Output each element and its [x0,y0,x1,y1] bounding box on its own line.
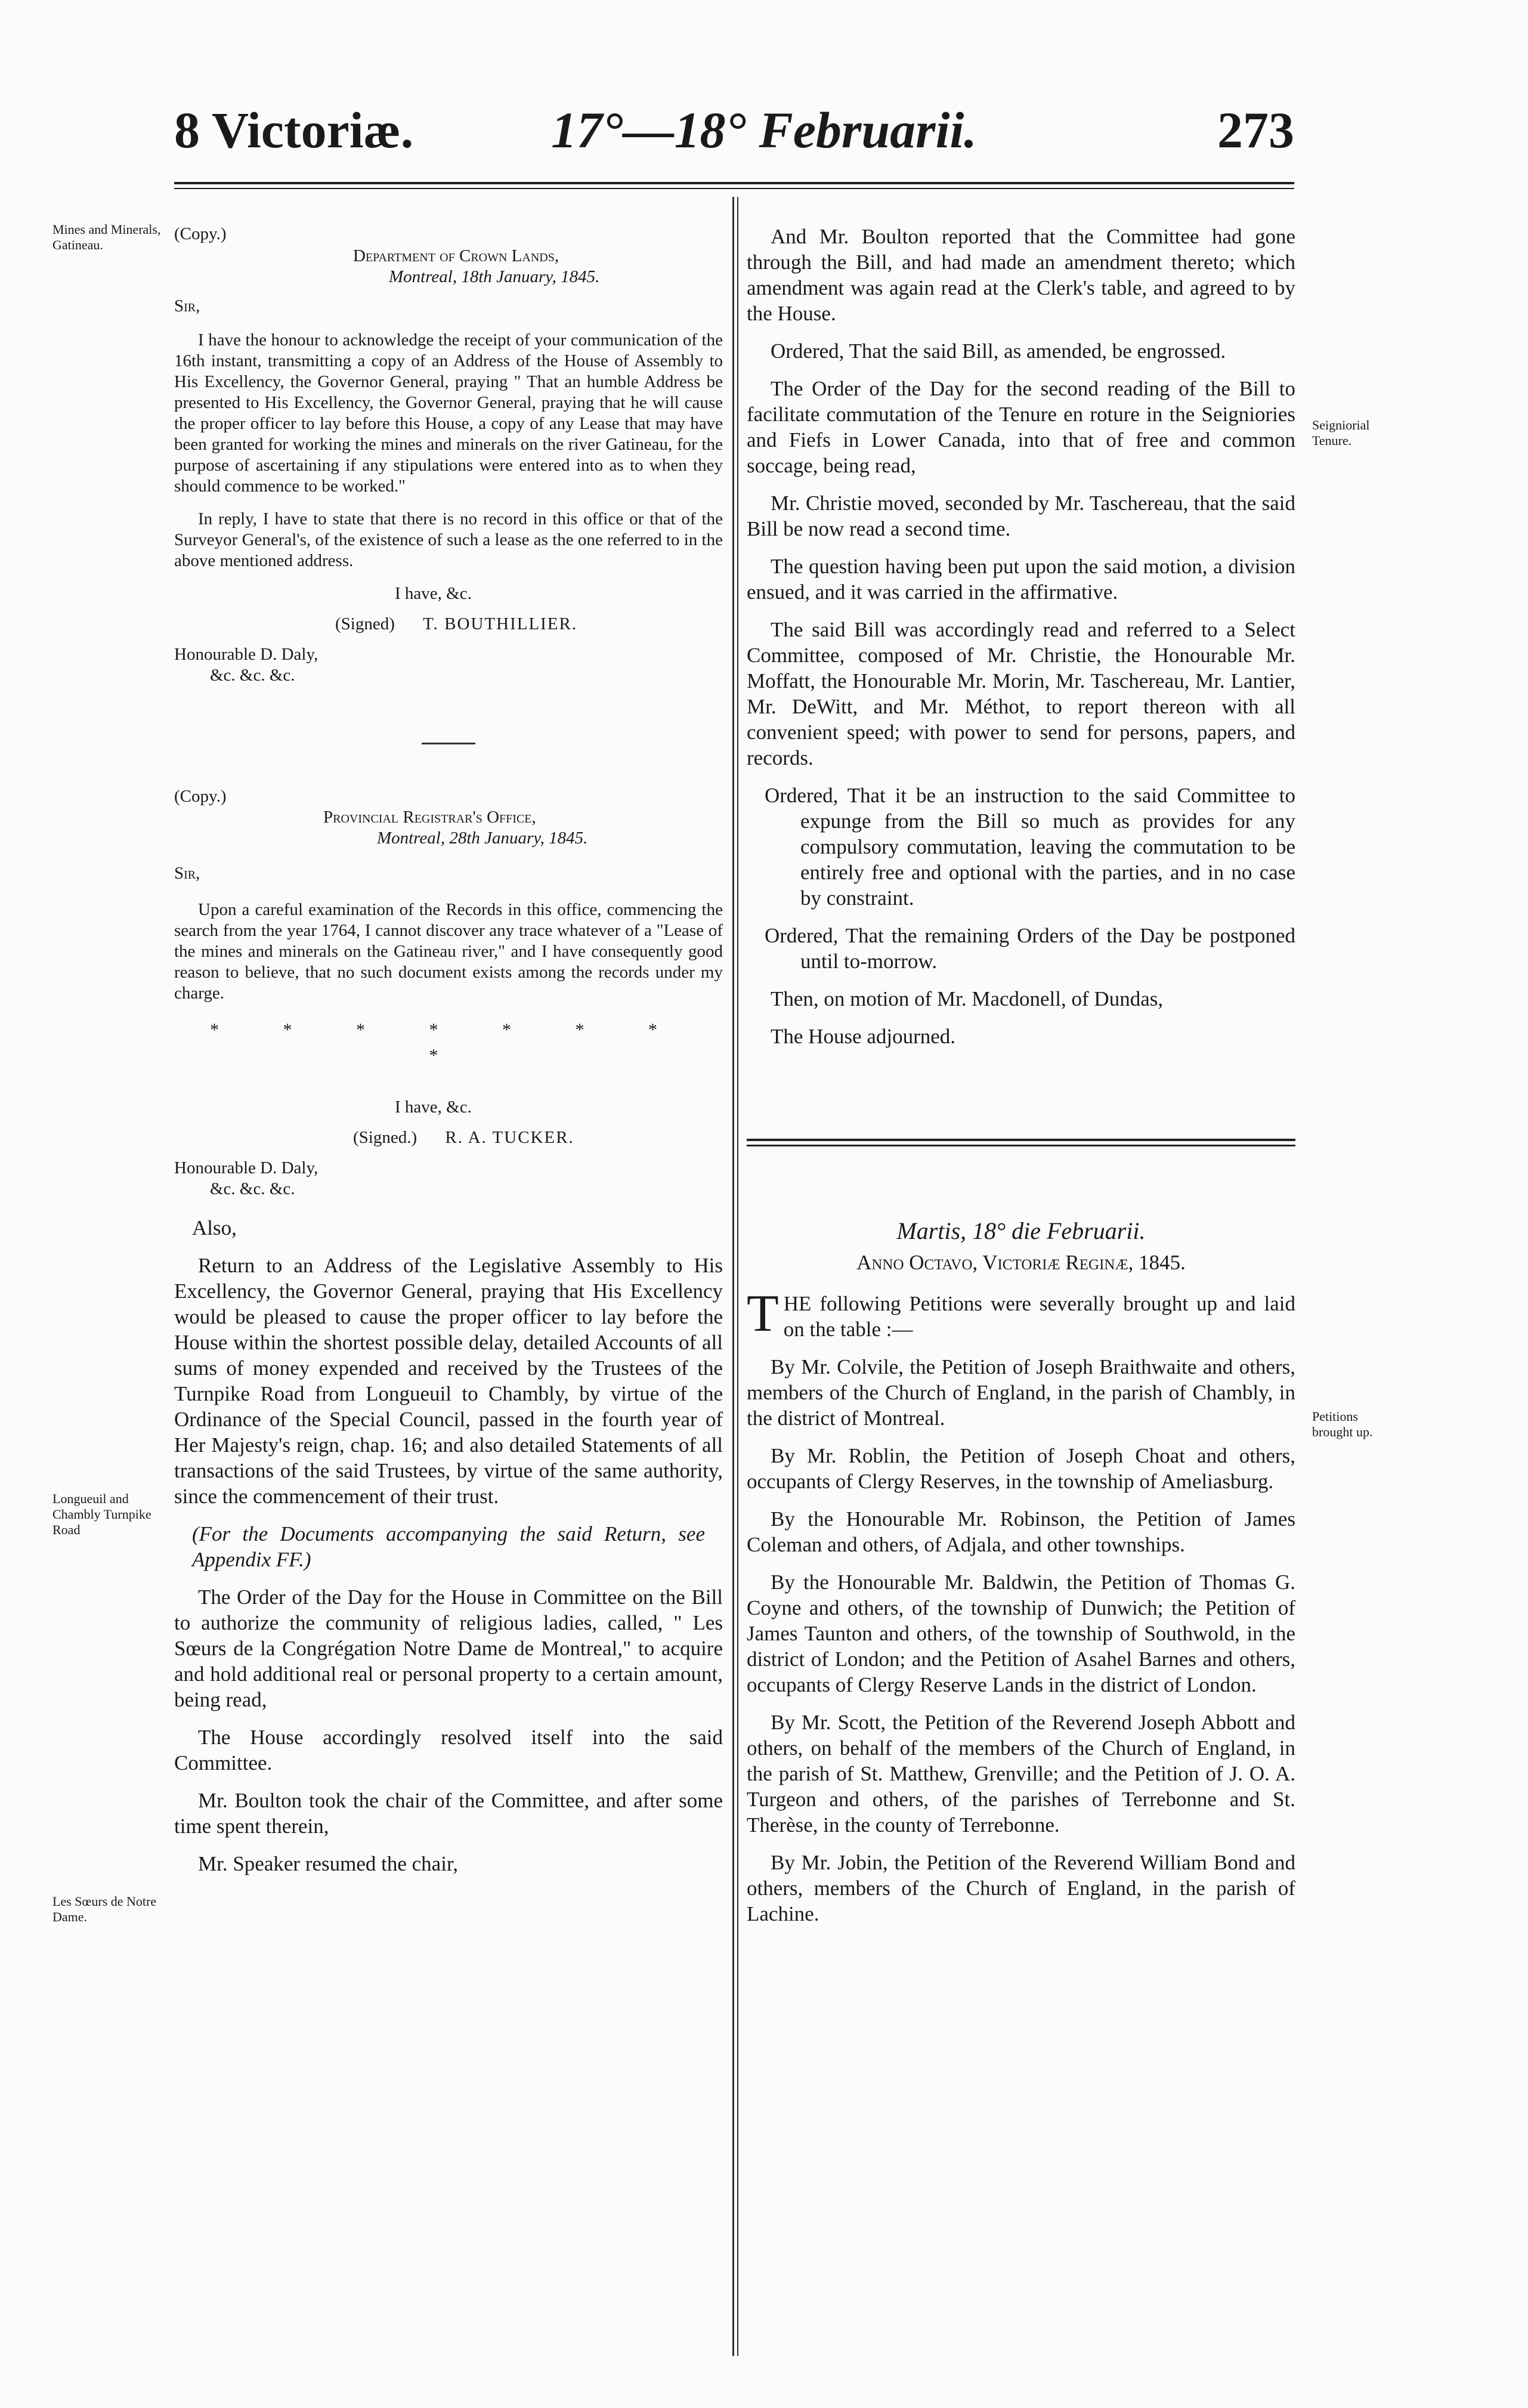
margin-note-seigniorial: Seigniorial Tenure. [1312,418,1370,448]
christie-motion: Mr. Christie moved, seconded by Mr. Taschereau, that the said Bill be now read a second time. [747,492,1295,540]
division-paragraph: The question having been put upon the said motion, a division ensued, and it was carried in the affirmative. [747,555,1295,604]
margin-note-longueuil: Longueuil and Chambly Turnpike Road [52,1491,151,1537]
speaker-paragraph: Mr. Speaker resumed the chair, [198,1852,458,1875]
column-divider-2 [737,197,738,2356]
left-column [174,224,723,1888]
order-paragraph: The Order of the Day for the House in Committee on the Bill to authorize the community of religious ladies, called, " Les Sœurs de la Congrégation Notre Dame de Montreal," to acquire and hold additional real or personal property to a certain amount, being read, [174,1585,723,1711]
petition-roblin: By Mr. Roblin, the Petition of Joseph Choat and others, occupants of Clergy Reserves, in the township of Ameliasburg. [747,1444,1295,1493]
petition-colvile: By Mr. Colvile, the Petition of Joseph Braithwaite and others, members of the Church of England, in the parish of Chambly, in the district of Montreal. [747,1355,1295,1430]
margin-note-soeurs: Les Sœurs de Notre Dame. [52,1894,157,1924]
header-rule-bottom [174,188,1294,189]
ordered-engrossed: Ordered, That the said Bill, as amended, be engrossed. [771,339,1226,363]
copy2-label: (Copy.) [174,787,227,806]
macdonell-motion: Then, on motion of Mr. Macdonell, of Dundas, [771,987,1164,1010]
section-double-rule [747,1139,1295,1146]
copy1-body-1: I have the honour to acknowledge the receipt of your communication of the 16th instant, transmitting a copy of an Address of the House of Assembly to His Excellency, the Governor General, praying " That an humble Address be presented to His Excellency, the Governor General, praying that he will cause the proper officer to lay before this House, a copy of any Lease that may have been granted for working the mines and minerals on the river Gatineau, for the purpose of ascertaining if any stipulations were entered into as to when they should commence to be worked." [174,330,723,496]
margin-note-mines: Mines and Minerals, Gatineau. [52,222,161,252]
boulton-paragraph: Mr. Boulton took the chair of the Committee, and after some time spent therein, [174,1789,723,1838]
copy1-etc: &c. &c. &c. [210,666,295,685]
house-adjourned: The House adjourned. [771,1025,956,1048]
resolved-paragraph: The House accordingly resolved itself into the said Committee. [174,1726,723,1775]
copy1-body-2: In reply, I have to state that there is no record in this office or that of the Surveyor General's, of the existence of such a lease as the one referred to in the above mentioned address. [174,509,723,570]
date-heading: Martis, 18° die Februarii. [896,1217,1146,1244]
header-dates: 17°—18° Februarii. [551,101,977,159]
copy1-place-date: Montreal, 18th January, 1845. [389,267,600,286]
column-divider [732,197,734,2356]
copy2-office: Provincial Registrar's Office, [323,808,536,827]
page-number: 273 [1217,101,1294,159]
copy1-addressee: Honourable D. Daly, [174,645,318,664]
report-paragraph: And Mr. Boulton reported that the Committee had gone through the Bill, and had made an amendment thereto; which amendment was again read at the Clerk's table, and agreed to by the House. [747,225,1295,325]
copy1-signed: (Signed) [335,614,395,633]
petition-jobin: By Mr. Jobin, the Petition of the Reverend William Bond and others, members of the Church of England, in the parish of Lachine. [747,1851,1295,1925]
right-column [747,224,1295,1939]
copy1-salutation: Sir, [174,296,200,316]
petitions-intro-text: HE following Petitions were severally brought up and laid on the table :— [783,1292,1295,1341]
return-paragraph: Return to an Address of the Legislative Assembly to His Excellency, the Governor General, praying that His Excellency would be pleased to cause the proper officer to lay before the House within the shortest possible delay, detailed Accounts of all sums of money expended and received by the Trustees of the Turnpike Road from Longueuil to Chambly, by virtue of the Ordinance of the Special Council, passed in the fourth year of Her Majesty's reign, chap. 16; and also detailed Statements of all transactions of the said Trustees, by virtue of the same authority, since the commencement of their trust. [174,1254,723,1508]
copy2-place-date: Montreal, 28th January, 1845. [377,829,588,848]
copy2-body-1: Upon a careful examination of the Records in this office, commencing the search from the year 1764, I cannot discover any trace whatever of a "Lease of the mines and minerals on the Gatineau river," and I have consequently good reason to believe, that no such document exists among the records under my charge. [174,900,723,1003]
copy2-closing: I have, &c. [395,1098,472,1117]
ordered-instruction: Ordered, That it be an instruction to the said Committee to expunge from the Bill so much as provides for any compulsory commutation, leaving the commutation to be entirely free and optional with the parties, and in no case by constraint. [765,784,1295,910]
also-text: Also, [192,1216,237,1239]
petition-robinson: By the Honourable Mr. Robinson, the Petition of James Coleman and others, of Adjala, and other townships. [747,1507,1295,1556]
copy2-signed: (Signed.) [353,1128,417,1147]
petition-scott: By Mr. Scott, the Petition of the Reverend Joseph Abbott and others, on behalf of the members of the Church of England, in the parish of St. Matthew, Grenville; and the Petition of J. O. A. Turgeon and others, of the parishes of Terrebonne and St. Therèse, in the county of Terrebonne. [747,1711,1295,1837]
petitions-intro [747,1291,1295,1342]
copy2-signer: R. A. TUCKER. [445,1128,574,1147]
copy2-salutation: Sir, [174,864,200,883]
margin-note-petitions: Petitions brought up. [1312,1409,1373,1439]
petition-baldwin: By the Honourable Mr. Baldwin, the Petition of Thomas G. Coyne and others, of the township of Dunwich; the Petition of James Taunton and others, of the township of Southwold, in the district of London; and the Petition of Asahel Barnes and others, occupants of Clergy Reserve Lands in the district of London. [747,1571,1295,1696]
anno-heading: Anno Octavo, Victoriæ Reginæ, 1845. [856,1251,1186,1274]
separator-rule [422,743,475,744]
select-committee: The said Bill was accordingly read and referred to a Select Committee, composed of Mr. Christie, the Honourable Mr. Moffatt, the Honourable Mr. Morin, Mr. Taschereau, Mr. Lantier, Mr. DeWitt, and Mr. Méthot, to report thereon with all convenient speed; with power to send for persons, papers, and records. [747,618,1295,769]
header-session: 8 Victoriæ. [174,101,414,159]
copy1-label: (Copy.) [174,224,227,243]
drop-cap: T [747,1291,779,1342]
copy1-signer: T. BOUTHILLIER. [423,614,578,633]
copy2-addressee: Honourable D. Daly, [174,1158,318,1177]
ordered-postponed: Ordered, That the remaining Orders of the Day be postponed until to-morrow. [765,924,1295,973]
ellipsis-stars: * * * * * * * * [210,1020,687,1065]
seigniorial-order: The Order of the Day for the second reading of the Bill to facilitate commutation of the Tenure en roture in the Seigniories and Fiefs in Lower Canada, into that of free and common soccage, being read, [747,377,1295,477]
documents-note: (For the Documents accompanying the said Return, see Appendix FF.) [192,1522,705,1571]
header-rule-top [174,182,1294,184]
copy1-department: Department of Crown Lands, [353,246,559,265]
copy2-etc: &c. &c. &c. [210,1179,295,1198]
copy1-closing: I have, &c. [395,584,472,603]
